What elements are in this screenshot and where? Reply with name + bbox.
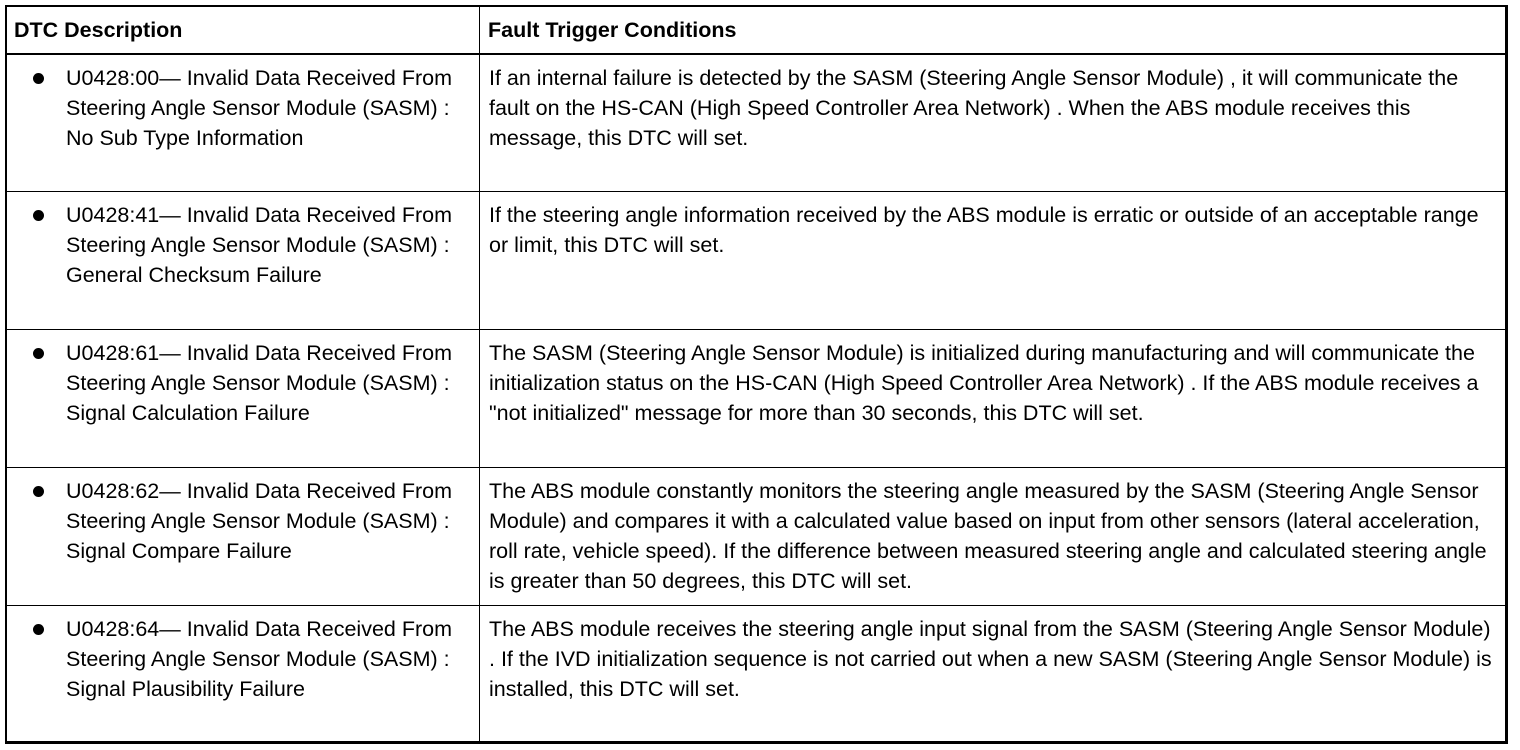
table-outer-border [5,5,1507,743]
fault-trigger-conditions-cell: If an internal failure is detected by the SASM (Steering Angle Sensor Module) , it will communicate the fault on the HS-CAN (High Speed Controller Area Network) . When the ABS module receives this message, this DTC will set. [480,54,1508,192]
fault-trigger-conditions-cell: The ABS module receives the steering angle input signal from the SASM (Steering Angle Sensor Module) . If the IVD initialization sequence is not carried out when a new SASM (Steering Angle Sensor Module) is installed, this DTC will set. [480,606,1508,744]
dtc-description-text: U0428:62— Invalid Data Received From Steering Angle Sensor Module (SASM) : Signal Compare Failure [66,479,452,563]
header-dtc-description: DTC Description [6,6,480,54]
dtc-description-text: U0428:41— Invalid Data Received From Steering Angle Sensor Module (SASM) : General Checksum Failure [66,203,452,287]
fault-trigger-conditions-cell: If the steering angle information received by the ABS module is erratic or outside of an acceptable range or limit, this DTC will set. [480,192,1508,330]
fault-trigger-conditions-cell: The ABS module constantly monitors the steering angle measured by the SASM (Steering Angle Sensor Module) and compares it with a calculated value based on input from other sensors (lateral acceleration, roll rate, vehicle speed). If the difference between measured steering angle and calculated steering angle is greater than 50 degrees, this DTC will set. [480,468,1508,606]
fault-trigger-conditions-cell: The SASM (Steering Angle Sensor Module) is initialized during manufacturing and will communicate the initialization status on the HS-CAN (High Speed Controller Area Network) . If the ABS module receives a "not initialized" message for more than 30 seconds, this DTC will set. [480,330,1508,468]
dtc-description-text: U0428:61— Invalid Data Received From Steering Angle Sensor Module (SASM) : Signal Calculation Failure [66,341,452,425]
dtc-description-text: U0428:64— Invalid Data Received From Steering Angle Sensor Module (SASM) : Signal Plausibility Failure [66,617,452,701]
header-fault-trigger-conditions: Fault Trigger Conditions [480,6,1508,54]
dtc-description-text: U0428:00— Invalid Data Received From Steering Angle Sensor Module (SASM) : No Sub Type Information [66,65,452,150]
